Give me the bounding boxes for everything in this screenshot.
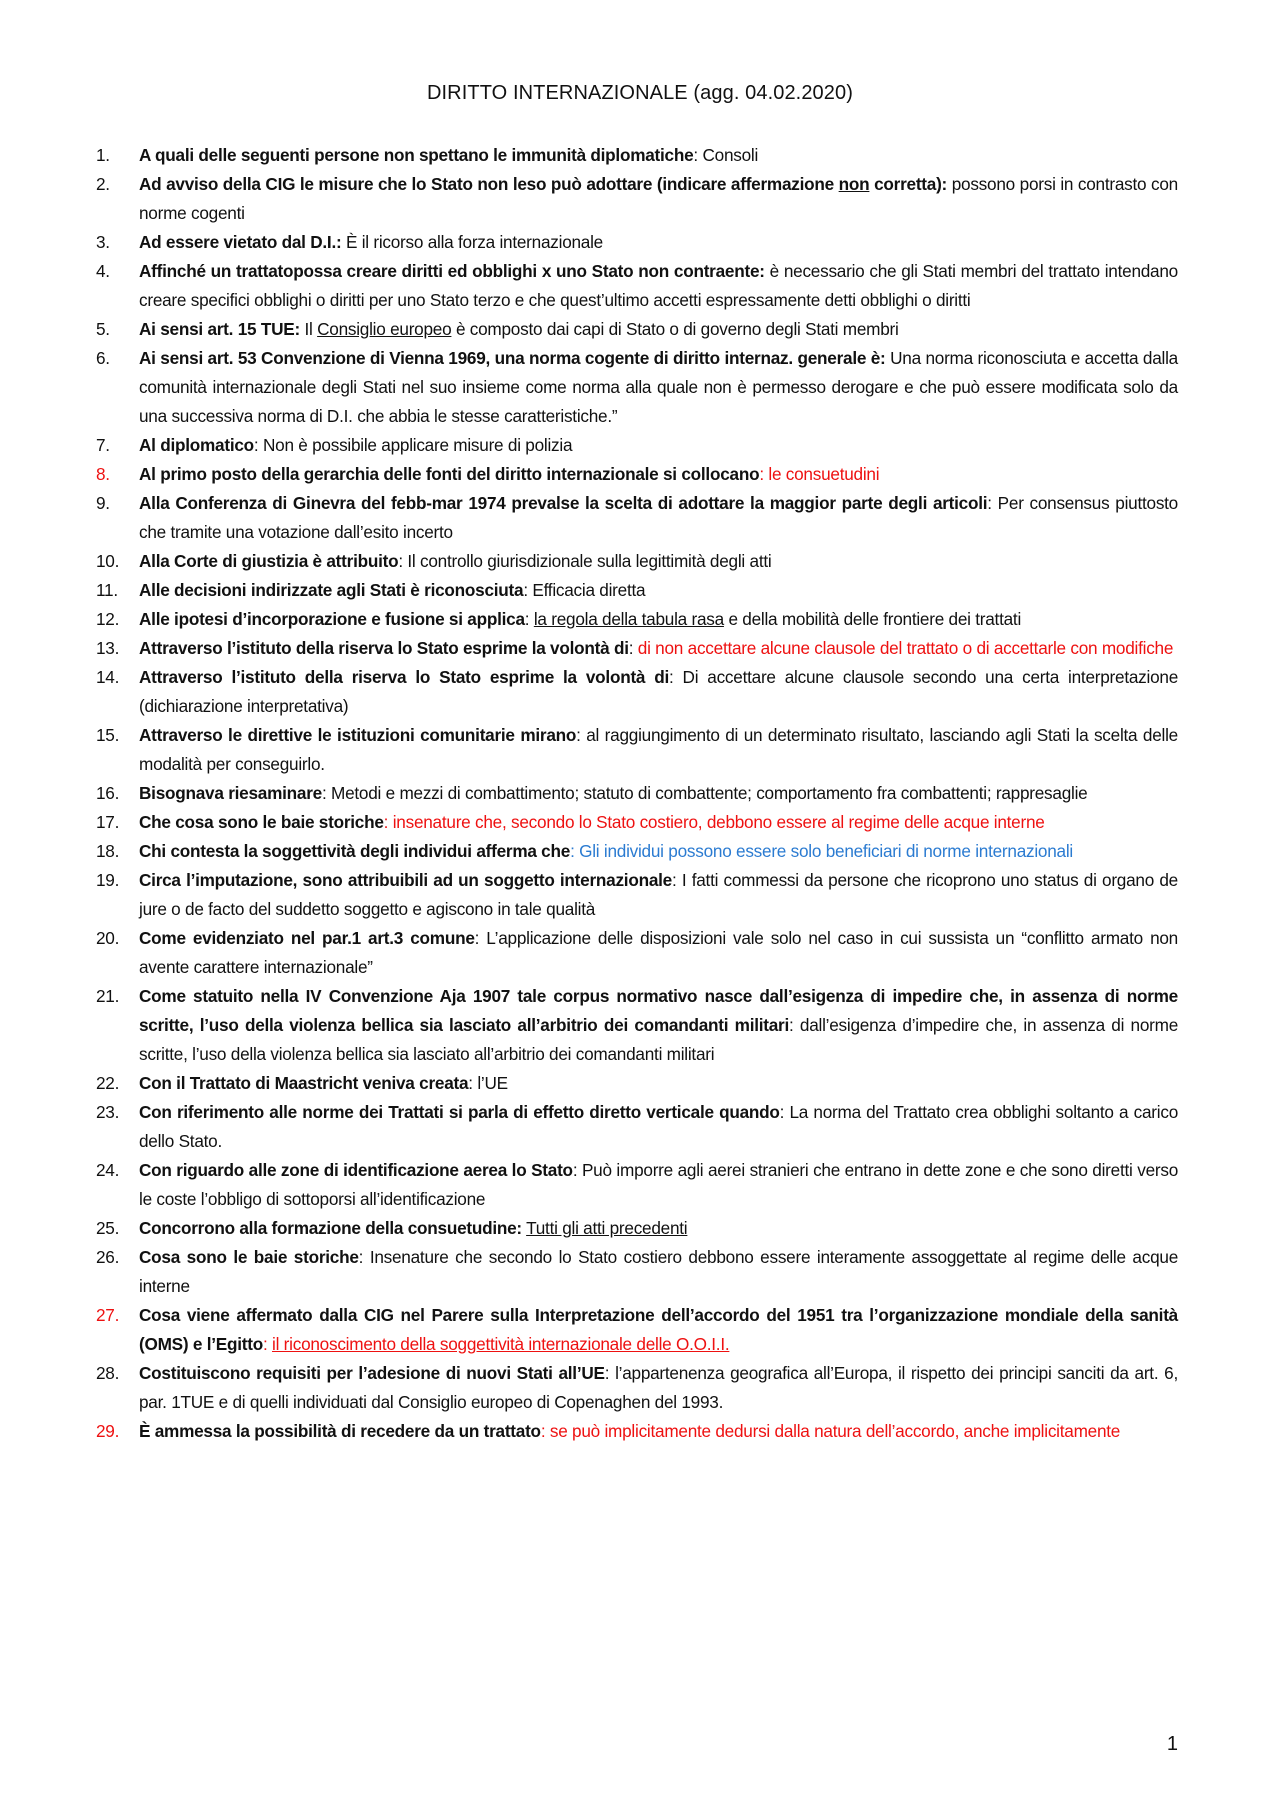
item-number: 19. <box>96 870 120 890</box>
question-text: È ammessa la possibilità di recedere da un trattato <box>139 1421 541 1441</box>
answer-text: È il ricorso alla forza internazionale <box>341 232 603 252</box>
item-number: 11. <box>96 580 118 600</box>
list-item <box>96 1069 1178 1098</box>
item-number: 6. <box>96 348 110 368</box>
answer-text: : dall’esigenza d’impedire che, in assenza di norme scritte, l’uso della violenza bellica sia lasciato all’arbitrio dei comandanti militari <box>139 1015 1179 1064</box>
answer-text: : I fatti commessi da persone che ricoprono uno status di organo de jure o de facto del suddetto soggetto e agiscono in tale qualità <box>139 870 1178 919</box>
list-item <box>96 837 1178 866</box>
answer-text: : l’UE <box>468 1073 508 1093</box>
answer-text: : Gli individui possono essere solo beneficiari di norme internazionali <box>570 841 1073 861</box>
list-item <box>96 1359 1178 1417</box>
question-text: Attraverso l’istituto della riserva lo Stato esprime la volontà di <box>139 667 670 687</box>
list-item <box>96 982 1178 1069</box>
item-number: 9. <box>96 493 110 513</box>
answer-text: e della mobilità delle frontiere dei trattati <box>723 609 1022 629</box>
list-item <box>96 1417 1178 1446</box>
list-item <box>96 1098 1178 1156</box>
question-text: Come statuito nella IV Convenzione Aja 1907 tale corpus normativo nasce dall’esigenza di impedire che, in assenza di norme scritte, l’uso della violenza bellica sia lasciato all’arbitrio dei comandanti militari <box>139 986 1178 1035</box>
item-number: 18. <box>96 841 120 861</box>
item-number: 27. <box>96 1305 120 1325</box>
question-text: Con riguardo alle zone di identificazione aerea lo Stato <box>139 1160 573 1180</box>
question-text: Circa l’imputazione, sono attribuibili ad un soggetto internazionale <box>139 870 672 890</box>
list-item <box>96 779 1178 808</box>
answer-underlined-text: Tutti gli atti precedenti <box>526 1218 688 1238</box>
list-item <box>96 170 1178 228</box>
list-item <box>96 808 1178 837</box>
item-number: 20. <box>96 928 120 948</box>
list-item <box>96 866 1178 924</box>
question-text: Ad avviso della CIG le misure che lo Stato non leso può adottare (indicare affermazione <box>139 174 839 194</box>
answer-text: : Di accettare alcune clausole secondo una certa interpretazione (dichiarazione interpretativa) <box>139 667 1179 716</box>
answer-text: : La norma del Trattato crea obblighi soltanto a carico dello Stato. <box>139 1102 1179 1151</box>
item-number: 24. <box>96 1160 120 1180</box>
item-number: 12. <box>96 609 120 629</box>
document-title: DIRITTO INTERNAZIONALE (agg. 04.02.2020) <box>426 82 853 104</box>
answer-text: : Insenature che secondo lo Stato costiero debbono essere interamente assoggettate al regime delle acque interne <box>139 1247 1178 1296</box>
question-text: corretta): <box>869 174 948 194</box>
answer-text: Una norma riconosciuta e accetta dalla comunità internazionale degli Stati nel suo insieme come norma alla quale non è permesso derogare e che può essere modificata solo da una successiva norma di D.I. che abbia le stesse caratteristiche.” <box>139 348 1178 426</box>
item-number: 15. <box>96 725 120 745</box>
answer-text: : Non è possibile applicare misure di polizia <box>253 435 573 455</box>
item-number: 8. <box>96 464 110 484</box>
question-text: Ai sensi art. 15 TUE: <box>139 319 300 339</box>
item-number: 1. <box>96 145 110 165</box>
separator: : <box>693 145 703 165</box>
list-item <box>96 228 1178 257</box>
question-text: Alle ipotesi d’incorporazione e fusione si applica <box>139 609 525 629</box>
answer-text: : Può imporre agli aerei stranieri che entrano in dette zone e che sono diretti verso le coste l’obbligo di sottoporsi all’identificazione <box>139 1160 1178 1209</box>
answer-text: è necessario che gli Stati membri del trattato intendano creare specifici obblighi o diritti per uno Stato terzo e che quest’ultimo accetti espressamente detti obblighi o diritti <box>139 261 1178 310</box>
question-text: Attraverso le direttive le istituzioni comunitarie mirano <box>139 725 577 745</box>
item-number: 10. <box>96 551 120 571</box>
answer-text: : Efficacia diretta <box>523 580 646 600</box>
list-item <box>96 663 1178 721</box>
answer-text: : se può implicitamente dedursi dalla natura dell’accordo, anche implicitamente <box>540 1421 1121 1441</box>
answer-text: è composto dai capi di Stato o di governo degli Stati membri <box>451 319 899 339</box>
item-number: 23. <box>96 1102 120 1122</box>
question-text: Bisognava riesaminare <box>139 783 322 803</box>
separator: : <box>262 1334 273 1354</box>
list-item <box>96 547 1178 576</box>
question-text: Attraverso l’istituto della riserva lo Stato esprime la volontà di <box>139 638 629 658</box>
question-text: Ad essere vietato dal D.I.: <box>139 232 342 252</box>
list-item <box>96 1243 1178 1301</box>
item-number: 29. <box>96 1421 120 1441</box>
list-item <box>96 1301 1178 1359</box>
item-number: 25. <box>96 1218 120 1238</box>
item-number: 21. <box>96 986 120 1006</box>
question-text: Ai sensi art. 53 Convenzione di Vienna 1969, una norma cogente di diritto internaz. generale è: <box>139 348 886 368</box>
answer-underlined-text: Consiglio europeo <box>317 319 452 339</box>
item-number: 5. <box>96 319 110 339</box>
page-number: 1 <box>1166 1733 1178 1755</box>
question-text: Come evidenziato nel par.1 art.3 comune <box>139 928 475 948</box>
question-text: Alla Corte di giustizia è attribuito <box>139 551 399 571</box>
question-text: Con il Trattato di Maastricht veniva creata <box>139 1073 469 1093</box>
answer-text: il riconoscimento della soggettività internazionale delle O.O.I.I. <box>272 1334 730 1354</box>
question-text: A quali delle seguenti persone non spettano le immunità diplomatiche <box>139 145 694 165</box>
list-item <box>96 344 1178 431</box>
question-text: Alla Conferenza di Ginevra del febb-mar 1974 prevalse la scelta di adottare la maggior parte degli articoli <box>139 493 988 513</box>
item-number: 14. <box>96 667 120 687</box>
list-item <box>96 1214 1178 1243</box>
list-item <box>96 489 1178 547</box>
answer-text: Consoli <box>702 145 759 165</box>
item-number: 17. <box>96 812 120 832</box>
list-item <box>96 634 1178 663</box>
item-number: 26. <box>96 1247 120 1267</box>
question-text: Chi contesta la soggettività degli individui afferma che <box>139 841 571 861</box>
answer-text: : l’appartenenza geografica all’Europa, il rispetto dei principi sanciti da art. 6, par. 1TUE e di quelli individuati dal Consiglio europeo di Copenaghen del 1993. <box>139 1363 1178 1412</box>
question-underlined-text: non <box>838 174 870 194</box>
list-item <box>96 460 1178 489</box>
question-text: Al diplomatico <box>139 435 254 455</box>
list-item <box>96 924 1178 982</box>
answer-text: Il <box>299 319 318 339</box>
list-item <box>96 605 1178 634</box>
item-number: 4. <box>96 261 110 281</box>
item-number: 3. <box>96 232 110 252</box>
answer-text: : le consuetudini <box>759 464 880 484</box>
answer-text: : L’applicazione delle disposizioni vale solo nel caso in cui sussista un “conflitto armato non avente carattere internazionale” <box>139 928 1178 977</box>
question-text: Concorrono alla formazione della consuetudine: <box>139 1218 522 1238</box>
answer-text: : insenature che, secondo lo Stato costiero, debbono essere al regime delle acque interne <box>383 812 1045 832</box>
list-item <box>96 315 1178 344</box>
list-item <box>96 576 1178 605</box>
list-item <box>96 431 1178 460</box>
separator: : <box>628 638 638 658</box>
answer-underlined-text: la regola della tabula rasa <box>533 609 724 629</box>
question-text: Affinché un trattatopossa creare diritti ed obblighi x uno Stato non contraente: <box>139 261 765 281</box>
question-text: Alle decisioni indirizzate agli Stati è riconosciuta <box>139 580 524 600</box>
item-number: 2. <box>96 174 110 194</box>
list-item <box>96 257 1178 315</box>
answer-text: : Metodi e mezzi di combattimento; statuto di combattente; comportamento fra combattenti; rappresaglie <box>321 783 1088 803</box>
answer-text: : Per consensus piuttosto che tramite una votazione dall’esito incerto <box>139 493 1178 542</box>
answer-text: : Il controllo giurisdizionale sulla legittimità degli atti <box>398 551 772 571</box>
item-number: 22. <box>96 1073 120 1093</box>
item-number: 7. <box>96 435 110 455</box>
answer-text: possono porsi in contrasto con norme cogenti <box>139 174 1178 223</box>
question-list <box>96 141 1178 1446</box>
list-item <box>96 721 1178 779</box>
question-text: Cosa sono le baie storiche <box>139 1247 359 1267</box>
answer-text: di non accettare alcune clausole del trattato o di accettarle con modifiche <box>637 638 1174 658</box>
question-text: Che cosa sono le baie storiche <box>139 812 384 832</box>
question-text: Con riferimento alle norme dei Trattati si parla di effetto diretto verticale quando <box>139 1102 780 1122</box>
item-number: 28. <box>96 1363 120 1383</box>
question-text: Al primo posto della gerarchia delle fonti del diritto internazionale si collocano <box>139 464 760 484</box>
list-item <box>96 141 1178 170</box>
item-number: 13. <box>96 638 120 658</box>
question-text: Cosa viene affermato dalla CIG nel Parere sulla Interpretazione dell’accordo del 1951 tra l’organizzazione mondiale della sanità (OMS) e l’Egitto <box>139 1305 1178 1354</box>
question-text: Costituiscono requisiti per l’adesione di nuovi Stati all’UE <box>139 1363 605 1383</box>
list-item <box>96 1156 1178 1214</box>
answer-text: : al raggiungimento di un determinato risultato, lasciando agli Stati la scelta delle modalità per conseguirlo. <box>139 725 1178 774</box>
item-number: 16. <box>96 783 120 803</box>
answer-text: : <box>524 609 534 629</box>
